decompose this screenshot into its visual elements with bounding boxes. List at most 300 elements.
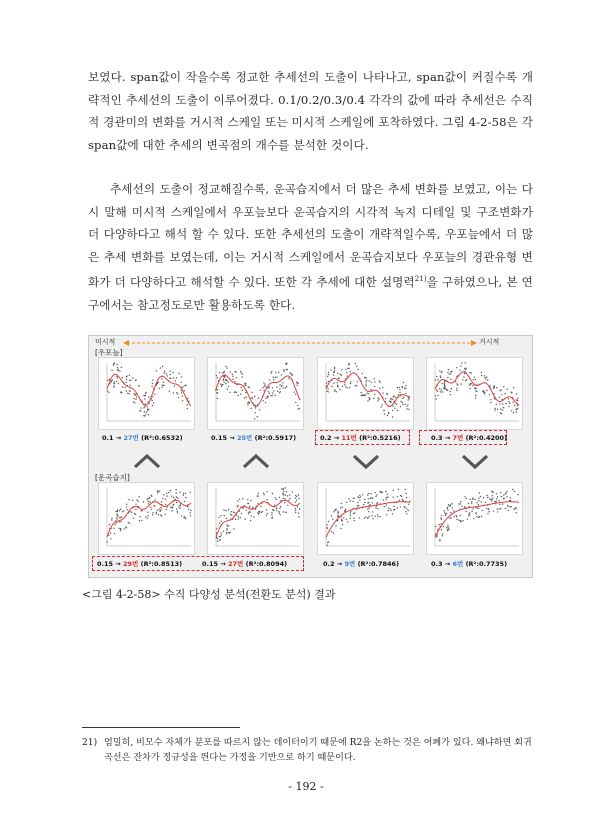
scatter-point bbox=[116, 518, 117, 519]
scatter-point bbox=[187, 404, 188, 405]
paragraph-2-text: 추세선의 도출이 정교해질수록, 운곡습지에서 더 많은 추세 변화를 보였고, 이는 다시 말해 미시적 스케일에서 우포늪보다 운곡습지의 시각적 녹지 디테일 및 구조변화가 더 다양하다고 해석 할 수 있다. 또한 추세선의 도출이 개략적일수록, 우포늪에서 더 많은 추세 변화를 보였는데, 이는 거시적 스케일에서 운곡습지보다 우포늪의 경관유형 변화가 더 다양하다고 해석할 수 있다. 또한 각 추세에 대한 설명력 bbox=[88, 182, 533, 290]
scatter-point bbox=[153, 505, 154, 506]
scatter-point bbox=[176, 492, 177, 493]
scatter-point bbox=[283, 491, 284, 492]
scatter-point bbox=[493, 386, 494, 387]
scatter-point bbox=[225, 383, 226, 384]
scatter-point bbox=[275, 372, 276, 373]
scatter-point bbox=[229, 532, 230, 533]
scatter-point bbox=[464, 368, 465, 369]
scatter-point bbox=[494, 410, 495, 411]
scatter-point bbox=[184, 517, 185, 518]
scatter-point bbox=[506, 491, 507, 492]
scatter-point bbox=[491, 500, 492, 501]
scatter-point bbox=[397, 410, 398, 411]
scatter-point bbox=[170, 370, 171, 371]
scatter-point bbox=[264, 384, 265, 385]
scatter-point bbox=[246, 396, 247, 397]
scatter-point bbox=[374, 394, 375, 395]
scatter-point bbox=[143, 415, 144, 416]
scatter-point bbox=[441, 389, 442, 390]
scatter-point bbox=[455, 381, 456, 382]
scatter-point bbox=[111, 519, 112, 520]
scatter-point bbox=[513, 412, 514, 413]
scatter-point bbox=[356, 366, 357, 367]
scatter-point bbox=[496, 498, 497, 499]
scatter-point bbox=[179, 492, 180, 493]
scatter-point bbox=[263, 492, 264, 493]
scatter-point bbox=[138, 385, 139, 386]
scatter-point bbox=[346, 387, 347, 388]
scatter-point bbox=[286, 512, 287, 513]
scatter-point bbox=[254, 418, 255, 419]
scatter-point bbox=[513, 387, 514, 388]
scatter-point bbox=[483, 497, 484, 498]
scatter-point bbox=[255, 407, 256, 408]
scale-arrow bbox=[123, 339, 477, 347]
scatter-point bbox=[249, 387, 250, 388]
section-label-ungok: [운곡습지] bbox=[95, 473, 130, 482]
scatter-point bbox=[182, 400, 183, 401]
scatter-point bbox=[157, 490, 158, 491]
scatter-point bbox=[474, 387, 475, 388]
scatter-point bbox=[441, 372, 442, 373]
scatter-point bbox=[247, 404, 248, 405]
scatter-point bbox=[392, 410, 393, 411]
footnote-ref[interactable]: 21) bbox=[414, 275, 427, 284]
scatter-point bbox=[145, 403, 146, 404]
scatter-point bbox=[272, 395, 273, 396]
scatter-point bbox=[226, 529, 227, 530]
scatter-point bbox=[337, 382, 338, 383]
scatter-point bbox=[251, 515, 252, 516]
scatter-point bbox=[404, 507, 405, 508]
scatter-point bbox=[397, 507, 398, 508]
scatter-point bbox=[235, 519, 236, 520]
scatter-point bbox=[163, 385, 164, 386]
scatter-point bbox=[162, 387, 163, 388]
scatter-point bbox=[367, 509, 368, 510]
scatter-point bbox=[257, 496, 258, 497]
scatter-point bbox=[368, 493, 369, 494]
scatter-point bbox=[505, 492, 506, 493]
scatter-point bbox=[440, 523, 441, 524]
scatter-point bbox=[469, 514, 470, 515]
scatter-point bbox=[161, 515, 162, 516]
upo-plot-1 bbox=[98, 357, 195, 430]
scatter-point bbox=[278, 511, 279, 512]
scatter-point bbox=[147, 498, 148, 499]
scatter-point bbox=[283, 371, 284, 372]
scatter-point bbox=[156, 370, 157, 371]
scatter-point bbox=[269, 386, 270, 387]
scatter-point bbox=[135, 399, 136, 400]
scatter-point bbox=[516, 409, 517, 410]
scatter-point bbox=[502, 403, 503, 404]
scatter-point bbox=[287, 505, 288, 506]
scatter-point bbox=[268, 391, 269, 392]
scatter-point bbox=[464, 506, 465, 507]
scatter-point bbox=[514, 405, 515, 406]
scatter-point bbox=[478, 497, 479, 498]
scatter-point bbox=[353, 513, 354, 514]
scatter-point bbox=[257, 512, 258, 513]
scatter-point bbox=[468, 503, 469, 504]
scatter-point bbox=[497, 511, 498, 512]
scatter-point bbox=[130, 385, 131, 386]
scatter-point bbox=[297, 382, 298, 383]
plot-axes bbox=[326, 363, 410, 421]
scatter-point bbox=[219, 540, 220, 541]
scatter-point bbox=[147, 512, 148, 513]
scatter-point bbox=[295, 497, 296, 498]
scatter-point bbox=[397, 496, 398, 497]
scatter-point bbox=[231, 514, 232, 515]
scatter-point bbox=[331, 515, 332, 516]
scatter-point bbox=[294, 391, 295, 392]
scatter-point bbox=[470, 499, 471, 500]
scatter-point bbox=[466, 498, 467, 499]
scatter-point bbox=[112, 379, 113, 380]
scatter-point bbox=[283, 498, 284, 499]
scatter-point bbox=[287, 495, 288, 496]
scatter-point bbox=[244, 397, 245, 398]
scatter-point bbox=[187, 398, 188, 399]
scatter-point bbox=[377, 516, 378, 517]
scatter-point bbox=[469, 372, 470, 373]
scatter-point bbox=[363, 504, 364, 505]
scatter-point bbox=[180, 382, 181, 383]
scatter-point bbox=[135, 379, 136, 380]
scatter-point bbox=[387, 494, 388, 495]
scatter-point bbox=[151, 400, 152, 401]
scatter-point bbox=[283, 511, 284, 512]
scatter-point bbox=[249, 403, 250, 404]
scatter-point bbox=[242, 376, 243, 377]
scatter-point bbox=[123, 528, 124, 529]
scatter-point bbox=[158, 509, 159, 510]
scatter-point bbox=[280, 391, 281, 392]
scatter-point bbox=[219, 372, 220, 373]
scatter-point bbox=[241, 387, 242, 388]
scatter-point bbox=[121, 516, 122, 517]
scatter-point bbox=[245, 385, 246, 386]
scatter-point bbox=[511, 410, 512, 411]
scatter-point bbox=[379, 382, 380, 383]
scatter-point bbox=[298, 498, 299, 499]
scatter-point bbox=[439, 540, 440, 541]
scatter-point bbox=[342, 507, 343, 508]
scatter-point bbox=[450, 394, 451, 395]
scatter-point bbox=[281, 385, 282, 386]
scatter-point bbox=[376, 503, 377, 504]
scatter-point bbox=[402, 402, 403, 403]
scatter-point bbox=[116, 517, 117, 518]
scatter-point bbox=[247, 503, 248, 504]
scatter-point bbox=[353, 498, 354, 499]
scatter-point bbox=[151, 509, 152, 510]
scatter-point bbox=[494, 408, 495, 409]
scatter-point bbox=[286, 491, 287, 492]
scatter-point bbox=[266, 515, 267, 516]
upo-caption-2: 0.15 → 25번 (R²:0.5917) bbox=[211, 434, 297, 442]
scatter-point bbox=[402, 499, 403, 500]
scatter-point bbox=[487, 379, 488, 380]
scatter-point bbox=[223, 372, 224, 373]
scatter-point bbox=[368, 380, 369, 381]
scatter-point bbox=[517, 400, 518, 401]
scatter-point bbox=[469, 512, 470, 513]
scatter-point bbox=[405, 511, 406, 512]
scatter-point bbox=[141, 510, 142, 511]
scatter-point bbox=[120, 509, 121, 510]
scatter-point bbox=[181, 392, 182, 393]
scatter-point bbox=[341, 520, 342, 521]
scatter-point bbox=[149, 497, 150, 498]
scatter-point bbox=[509, 403, 510, 404]
scatter-point bbox=[496, 404, 497, 405]
scatter-point bbox=[444, 512, 445, 513]
scatter-point bbox=[251, 397, 252, 398]
scatter-point bbox=[484, 375, 485, 376]
scatter-point bbox=[450, 379, 451, 380]
scatter-point bbox=[223, 509, 224, 510]
scatter-point bbox=[144, 398, 145, 399]
scatter-point bbox=[120, 530, 121, 531]
scatter-point bbox=[370, 389, 371, 390]
scatter-point bbox=[492, 498, 493, 499]
scatter-point bbox=[298, 513, 299, 514]
scatter-point bbox=[264, 494, 265, 495]
scatter-point bbox=[245, 519, 246, 520]
scatter-point bbox=[476, 516, 477, 517]
ungok-plot-4 bbox=[426, 482, 523, 555]
scatter-point bbox=[369, 507, 370, 508]
scatter-point bbox=[497, 496, 498, 497]
scatter-point bbox=[336, 509, 337, 510]
scatter-point bbox=[367, 518, 368, 519]
scatter-point bbox=[223, 378, 224, 379]
scatter-point bbox=[152, 383, 153, 384]
scatter-point bbox=[481, 516, 482, 517]
scatter-point bbox=[232, 376, 233, 377]
scatter-point bbox=[295, 508, 296, 509]
scatter-point bbox=[238, 516, 239, 517]
scatter-point bbox=[110, 532, 111, 533]
body-paragraph-1 bbox=[88, 66, 533, 156]
scatter-point bbox=[498, 500, 499, 501]
trend-line bbox=[107, 374, 191, 406]
scatter-point bbox=[176, 496, 177, 497]
scatter-point bbox=[147, 515, 148, 516]
ungok-caption-4: 0.3 → 6번 (R²:0.7735) bbox=[431, 560, 508, 568]
scatter-point bbox=[118, 528, 119, 529]
scatter-point bbox=[445, 515, 446, 516]
scatter-point bbox=[229, 392, 230, 393]
scatter-point bbox=[517, 408, 518, 409]
scatter-point bbox=[139, 496, 140, 497]
scatter-point bbox=[505, 508, 506, 509]
scatter-point bbox=[298, 494, 299, 495]
scatter-point bbox=[374, 381, 375, 382]
scatter-point bbox=[479, 516, 480, 517]
scatter-point bbox=[456, 515, 457, 516]
scatter-point bbox=[511, 392, 512, 393]
scatter-point bbox=[277, 391, 278, 392]
scatter-point bbox=[387, 510, 388, 511]
scatter-point bbox=[234, 512, 235, 513]
scatter-point bbox=[126, 376, 127, 377]
scatter-point bbox=[135, 504, 136, 505]
body-paragraph-2 bbox=[88, 178, 533, 316]
scatter-point bbox=[499, 397, 500, 398]
scatter-point bbox=[284, 502, 285, 503]
scatter-point bbox=[493, 388, 494, 389]
scatter-point bbox=[394, 408, 395, 409]
scatter-point bbox=[185, 518, 186, 519]
scatter-point bbox=[147, 409, 148, 410]
scatter-point bbox=[173, 377, 174, 378]
scatter-point bbox=[442, 383, 443, 384]
scatter-point bbox=[327, 545, 328, 546]
scatter-point bbox=[476, 502, 477, 503]
scatter-point bbox=[157, 510, 158, 511]
scatter-point bbox=[271, 372, 272, 373]
scatter-point bbox=[350, 381, 351, 382]
scatter-point bbox=[176, 502, 177, 503]
scatter-point bbox=[217, 377, 218, 378]
scatter-point bbox=[482, 510, 483, 511]
scatter-point bbox=[450, 373, 451, 374]
scatter-point bbox=[274, 504, 275, 505]
scatter-point bbox=[404, 387, 405, 388]
scatter-point bbox=[375, 492, 376, 493]
scatter-point bbox=[128, 499, 129, 500]
scatter-point bbox=[447, 530, 448, 531]
scatter-point bbox=[126, 504, 127, 505]
scatter-point bbox=[283, 387, 284, 388]
scatter-point bbox=[398, 489, 399, 490]
scatter-point bbox=[152, 379, 153, 380]
scatter-point bbox=[220, 515, 221, 516]
scatter-point bbox=[476, 388, 477, 389]
scatter-point bbox=[217, 541, 218, 542]
scatter-point bbox=[330, 369, 331, 370]
footnote-number: 21) bbox=[82, 738, 98, 748]
scatter-point bbox=[111, 518, 112, 519]
scatter-point bbox=[288, 500, 289, 501]
scatter-point bbox=[442, 391, 443, 392]
scatter-point bbox=[512, 489, 513, 490]
scatter-point bbox=[284, 498, 285, 499]
paragraph-1-text: 보였다. span값이 작을수록 정교한 추세선의 도출이 나타나고, span값이 커질수록 개략적인 추세선의 도출이 이루어졌다. 0.1/0.2/0.3/0.4 각각의 값에 따라 추세선은 수직적 경관미의 변화를 거시적 스케일 또는 미시적 스케일에 포착하였다. 그림 4-2-58은 각 span값에 대한 추세의 변곡점의 개수를 분석한 것이다. bbox=[88, 70, 533, 152]
scatter-point bbox=[234, 371, 235, 372]
scatter-point bbox=[285, 387, 286, 388]
scatter-point bbox=[500, 508, 501, 509]
scatter-point bbox=[119, 510, 120, 511]
scatter-point bbox=[163, 494, 164, 495]
scatter-point bbox=[144, 411, 145, 412]
scatter-point bbox=[252, 507, 253, 508]
scatter-point bbox=[140, 516, 141, 517]
scatter-point bbox=[248, 511, 249, 512]
scatter-point bbox=[481, 372, 482, 373]
scatter-point bbox=[361, 373, 362, 374]
scatter-point bbox=[115, 511, 116, 512]
scatter-point bbox=[296, 385, 297, 386]
scatter-point bbox=[406, 406, 407, 407]
scatter-point bbox=[119, 370, 120, 371]
scatter-point bbox=[442, 533, 443, 534]
scatter-point bbox=[447, 525, 448, 526]
scatter-point bbox=[331, 386, 332, 387]
scatter-point bbox=[125, 526, 126, 527]
scatter-point bbox=[475, 395, 476, 396]
scatter-point bbox=[110, 538, 111, 539]
scatter-point bbox=[265, 402, 266, 403]
scatter-point bbox=[338, 378, 339, 379]
scatter-point bbox=[113, 385, 114, 386]
scatter-point bbox=[333, 371, 334, 372]
scatter-point bbox=[337, 373, 338, 374]
scatter-point bbox=[379, 491, 380, 492]
scatter-point bbox=[247, 402, 248, 403]
scatter-point bbox=[119, 521, 120, 522]
scatter-point bbox=[156, 512, 157, 513]
scatter-point bbox=[286, 386, 287, 387]
scatter-point bbox=[361, 392, 362, 393]
scatter-point bbox=[247, 499, 248, 500]
scatter-point bbox=[174, 385, 175, 386]
scatter-point bbox=[496, 387, 497, 388]
scatter-point bbox=[327, 376, 328, 377]
scatter-point bbox=[364, 395, 365, 396]
scatter-point bbox=[337, 515, 338, 516]
scatter-point bbox=[109, 524, 110, 525]
scatter-point bbox=[250, 511, 251, 512]
scatter-point bbox=[368, 498, 369, 499]
scatter-point bbox=[242, 374, 243, 375]
scatter-point bbox=[440, 375, 441, 376]
scatter-point bbox=[143, 501, 144, 502]
scatter-point bbox=[436, 389, 437, 390]
scatter-point bbox=[295, 394, 296, 395]
scatter-point bbox=[501, 394, 502, 395]
scatter-point bbox=[359, 495, 360, 496]
scatter-point bbox=[473, 379, 474, 380]
scatter-point bbox=[499, 508, 500, 509]
scatter-point bbox=[279, 384, 280, 385]
scatter-point bbox=[217, 398, 218, 399]
scatter-point bbox=[397, 387, 398, 388]
scatter-point bbox=[157, 492, 158, 493]
scatter-point bbox=[233, 511, 234, 512]
scatter-point bbox=[217, 393, 218, 394]
scatter-point bbox=[133, 401, 134, 402]
scatter-point bbox=[382, 393, 383, 394]
scatter-point bbox=[148, 409, 149, 410]
scatter-point bbox=[456, 516, 457, 517]
scatter-point bbox=[281, 374, 282, 375]
scatter-point bbox=[387, 415, 388, 416]
scatter-point bbox=[333, 383, 334, 384]
scatter-point bbox=[450, 388, 451, 389]
scatter-point bbox=[129, 523, 130, 524]
scatter-point bbox=[379, 388, 380, 389]
scatter-point bbox=[114, 524, 115, 525]
scatter-point bbox=[148, 501, 149, 502]
scatter-point bbox=[503, 386, 504, 387]
